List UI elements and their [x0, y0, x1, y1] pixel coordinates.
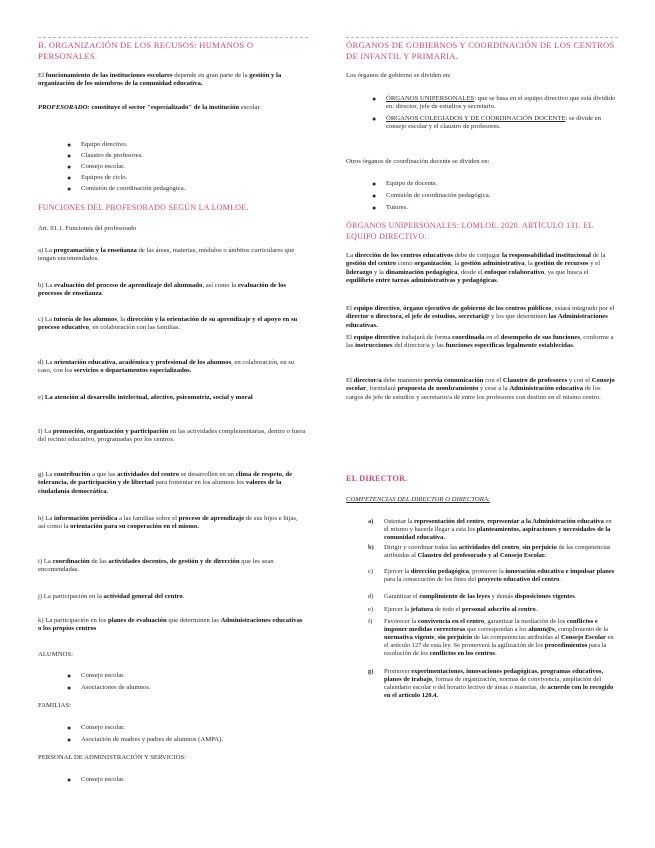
bullet-icon: ●: [67, 776, 72, 784]
competencia-item: [368, 618, 616, 658]
item-text: Favorecer la convivencia en el centro, garantizar la mediación de los conflictos e imponer medidas correctoras que correspondan a los alumn@s, cumplimiento de la normativa vigente, sin perjuicio de las competencias atribuidas al Consejo Escolar en el artículo 127 de esta ley. Se promoverá la agilización de los procedimientos para la resolución de los conflictos en los centros.: [384, 618, 614, 657]
function-e: e) La atención al desarrollo intelectual, afectivo, psicomotriz, social y moral: [38, 394, 253, 401]
competencia-item: [368, 544, 616, 560]
item-text: Dirigir y coordinar todas las actividades del centro, sin perjuicio de las competencias atribuidas al Claustro del profesorado y al Consejo Escolar.: [384, 544, 611, 559]
item-letter: c): [368, 568, 374, 575]
bullet-icon: ●: [67, 672, 72, 680]
item-text: Ejercer la dirección pedagógica, promover la innovación educativa e impulsar planes para la consecución de los fines del proyecto educativo del centro.: [384, 568, 615, 583]
list-item: ● Consejo escolar.: [67, 163, 125, 171]
competencias-title: COMPETENCIAS DEL DIRECTOR O DIRECTORA:: [346, 496, 491, 503]
bullet-icon: ●: [372, 115, 377, 123]
bullet-icon: ●: [67, 185, 72, 193]
function-b: b) La evaluación del proceso de aprendizaje del alumnado, así como la evaluación de los procesos de enseñanza.: [38, 282, 287, 298]
personal-label: PERSONAL DE ADMINISTRACIÓN Y SERVICIOS:: [38, 754, 187, 761]
item-text: Ejercer la jefatura de todo el personal adscrito al centro.: [384, 606, 538, 613]
bullet-icon: ●: [67, 736, 72, 744]
right-divider: [346, 37, 618, 38]
item-letter: f): [368, 618, 373, 625]
bullet-icon: ●: [372, 192, 377, 200]
heading-equipo-directivo: ÓRGANOS UNIPERSONALES: LOMLOE. 2020. ARTÍCULO 131. EL EQUIPO DIRECTIVO.: [346, 221, 594, 241]
function-j: j) La participación en la actividad general del centro.: [38, 593, 185, 600]
list-item: ● Claustro de profesores.: [67, 152, 143, 160]
item-letter: a): [368, 518, 374, 525]
bullet-icon: ●: [67, 163, 72, 171]
bullet-icon: ●: [372, 95, 377, 103]
competencia-item: [368, 606, 616, 614]
paragraph-coordinada: El equipo directivo trabajará de forma coordinada en el desempeño de sus funciones, conforme a las instrucciones del director/a y las funciones específicas legalmente establecidas.: [346, 334, 614, 350]
list-item: ● Consejo escolar.: [67, 672, 125, 680]
bullet-icon: ●: [67, 141, 72, 149]
paragraph-director: El director/a debe mantener previa comunicación con el Claustro de profesores y con el Consejo escolar, formulará propuesta de nombramiento y cese a la Administración educativa de los cargos de jefe de estudios y secretario/a de entre los profesores con destino en el mismo centro.: [346, 377, 615, 401]
organos-intro: Los órganos de gobierno se dividen en:: [346, 72, 451, 79]
article-label: Art. 91.1. Funciones del profesorado: [38, 225, 137, 232]
profesorado-paragraph: PROFESORADO: constituye el sector "especializado" de la institución escolar.: [38, 104, 261, 111]
list-item: ● Equipos de ciclo.: [67, 174, 128, 182]
item-letter: d): [368, 593, 374, 600]
function-f: f) La promoción, organización y participación en las actividades complementarias, dentro o fuera del recinto educativo, programadas por los centros.: [38, 428, 306, 444]
function-a: a) La programación y la enseñanza de las áreas, materias, módulos o ámbitos curriculares que tengan encomendados.: [38, 247, 295, 263]
list-item: ● Comisión de coordinación pedagógica.: [372, 192, 491, 200]
item-letter: b): [368, 544, 374, 551]
competencia-item: [368, 568, 616, 584]
list-item: ● Equipo de docente.: [372, 180, 438, 188]
function-i: i) La coordinación de las actividades docentes, de gestión y de dirección que les sean encomendadas.: [38, 558, 274, 574]
bullet-icon: ●: [67, 724, 72, 732]
otros-intro: Otros órganos de coordinación docente se dividen en:: [346, 158, 490, 165]
list-item: ● Asociaciones de alumnos.: [67, 684, 151, 692]
heading-organizacion-recursos: B. ORGANIZACIÓN DE LOS RECUSOS: HUMANOS O PERSONALES.: [38, 40, 254, 61]
bullet-icon: ●: [372, 180, 377, 188]
intro-paragraph: El funcionamiento de las instituciones escolares depende en gran parte de la gestión y la organización de los miembros de la comunidad educativa.: [38, 72, 282, 88]
function-d: d) La orientación educativa, académica y profesional de los alumnos, en colaboración, en su caso, con los servicios o departamentos especializados.: [38, 359, 295, 375]
item-text: Garantizar el cumplimiento de las leyes y demás disposiciones vigentes.: [384, 593, 577, 600]
list-item: ● Consejo escolar.: [67, 776, 125, 784]
list-item: ● Tutores.: [372, 204, 408, 212]
competencia-item: [368, 668, 616, 700]
heading-organos-gobierno: ÓRGANOS DE GOBIERNOS Y COORDINACIÓN DE LOS CENTROS DE INFANTIL Y PRIMARIA.: [346, 40, 615, 61]
item-letter: g): [368, 668, 374, 675]
function-h: h) La información periódica a las familias sobre el proceso de aprendizaje de sus hijos e hijas, así como la orientación para su cooperación en el mismo.: [38, 515, 298, 531]
bullet-icon: ●: [67, 174, 72, 182]
list-item: ● Consejo escolar.: [67, 724, 125, 732]
function-c: c) La tutoría de los alumnos, la dirección y la orientación de su aprendizaje y el apoyo en su proceso educativo, en colaboración con las familias.: [38, 316, 298, 332]
paragraph-equipo: El equipo directivo, órgano ejecutivo de gobierno de los centros públicos, estará integrado por el director o directora, el jefe de estudios, secretari@ y los que determinen las Administraciones educativas.: [346, 305, 615, 329]
competencia-item: [368, 518, 616, 542]
paragraph-direccion: La dirección de los centros educativos debe de conjugar la responsabilidad institucional de la gestión del centro como organización, la gestión administrativa, la gestión de recursos y el liderazgo y la dinamización pedagógica, desde el enfoque colaborativo, ya que busca el equilibrio entre tareas administrativas y pedagógicas.: [346, 252, 606, 284]
heading-funciones-profesorado: FUNCIONES DEL PROFESORADO SEGÚN LA LOMLOE.: [38, 203, 249, 212]
bullet-icon: ●: [372, 204, 377, 212]
item-text: Promover experimentaciones, innovaciones pedagógicas, programas educativos, planes de trabajo, formas de organización, normas de convivencia, ampliación del calendario escolar o del horario lectivo de áreas o materias, de acuerdo con lo recogido en el artículo 120.4.: [384, 668, 614, 699]
bullet-icon: ●: [67, 684, 72, 692]
heading-el-director: EL DIRECTOR.: [346, 474, 408, 483]
function-k: k) La participación en los planes de evaluación que determinen las Administraciones educativas o los propios centros: [38, 617, 303, 633]
list-item: ● Asociación de madres y padres de alumnos (AMPA).: [67, 736, 224, 744]
competencia-item: [368, 593, 616, 601]
alumnos-label: ALUMNOS:: [38, 651, 73, 658]
bullet-icon: ●: [67, 152, 72, 160]
list-item-unipersonales: ● ÓRGANOS UNIPERSONALES: que se basa en el equipo directivo que está dividido en: director, jefe de estudios y secretario.: [372, 95, 616, 111]
list-item-colegiados: ● ÓRGANOS COLEGIADOS Y DE COORDINACIÓN DOCENTE: se divide en consejo escolar y el claustro de profesores.: [372, 115, 601, 131]
list-item: ● Equipo directivo.: [67, 141, 128, 149]
familias-label: FAMILIAS:: [38, 702, 71, 709]
item-letter: e): [368, 606, 374, 613]
left-divider: [38, 37, 308, 38]
function-g: g) La contribución a que las actividades del centro se desarrollen en un clima de respeto, de tolerancia, de participación y de libertad para fomentar en los alumnos los valores de la ciudadanía democrática.: [38, 471, 293, 495]
list-item: ● Comisión de coordinación pedagógica.: [67, 185, 186, 193]
item-text: Ostentar la representación del centro, representar a la Administración educativa en el mismo y hacerle llegar a esta los planteamientos, aspiraciones y necesidades de la comunidad educativa.: [384, 518, 612, 541]
